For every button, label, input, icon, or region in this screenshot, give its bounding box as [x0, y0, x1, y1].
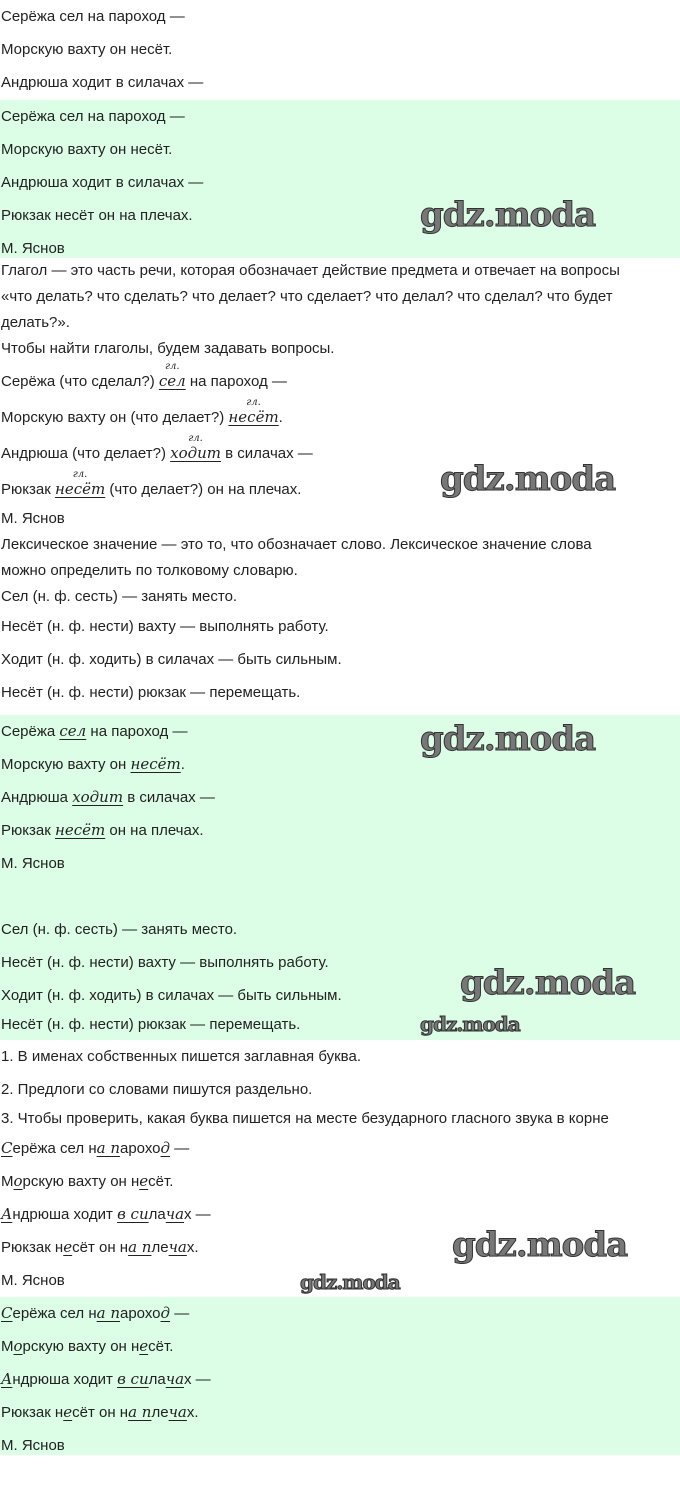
- watermark-logo: gdz.moda: [440, 459, 616, 499]
- watermark-logo: gdz.moda: [300, 1270, 400, 1294]
- text-line: [0, 133, 680, 166]
- text-line: [0, 1165, 680, 1198]
- text: рскую вахту он н: [22, 1338, 140, 1355]
- text: М. Яснов: [1, 1437, 65, 1454]
- underlined-text: ча: [165, 1370, 185, 1388]
- text: Серёжа: [1, 723, 60, 740]
- gloss-label: гл.: [164, 361, 180, 372]
- text-line: [0, 814, 680, 847]
- text-line: [0, 336, 680, 362]
- text: сёт он н: [72, 1404, 129, 1421]
- text-line: [0, 748, 680, 781]
- text-line: [0, 558, 680, 584]
- verb-with-gloss: [170, 433, 221, 464]
- text: Серёжа (что сделал?): [1, 373, 159, 390]
- text: ндрюша ходит: [12, 1371, 118, 1388]
- text: ла: [148, 1371, 166, 1388]
- text: Глагол — это часть речи, которая обозначает действие предмета и отвечает на вопросы: [1, 262, 620, 279]
- underlined-text: ходит: [72, 788, 124, 806]
- underlined-text: е: [139, 1172, 149, 1190]
- text-line: [0, 506, 680, 532]
- text-line: [0, 195, 680, 235]
- text: Ходит (н. ф. ходить) в силачах — быть сильным.: [1, 987, 342, 1004]
- underlined-text: А: [1, 1370, 13, 1388]
- text-line: [0, 1429, 680, 1462]
- text: Рюкзак н: [1, 1239, 64, 1256]
- text: х.: [186, 1404, 199, 1421]
- text: 2. Предлоги со словами пишутся раздельно.: [1, 1081, 313, 1098]
- text: на пароход —: [86, 723, 188, 740]
- text: ерёжа сел н: [12, 1305, 97, 1322]
- text-line: [0, 258, 680, 284]
- text-block: [0, 1040, 680, 1297]
- highlighted-block: [0, 100, 680, 258]
- text-line: [0, 398, 680, 434]
- text: .: [180, 756, 185, 773]
- text: Морскую вахту он несёт.: [1, 41, 173, 58]
- underlined-text: несёт: [54, 821, 106, 839]
- underlined-text: д: [160, 1139, 171, 1157]
- underlined-text: е: [63, 1238, 73, 1256]
- text: Серёжа сел на пароход —: [1, 8, 185, 25]
- text: на пароход —: [185, 373, 287, 390]
- text-line: [0, 1198, 680, 1231]
- text: х.: [186, 1239, 199, 1256]
- text: 1. В именах собственных пишется заглавная буква.: [1, 1048, 361, 1065]
- gloss-label: гл.: [246, 397, 261, 408]
- underlined-text: ча: [165, 1205, 185, 1223]
- text: Серёжа сел на пароход —: [1, 108, 185, 125]
- verb-with-gloss: [54, 469, 106, 500]
- text-line: [0, 166, 680, 199]
- text: ндрюша ходит: [12, 1206, 118, 1223]
- text: Рюкзак несёт он на плечах.: [1, 207, 193, 224]
- text: М. Яснов: [1, 855, 65, 872]
- text: Андрюша (что делает?): [1, 445, 171, 462]
- underlined-text: А: [1, 1205, 13, 1223]
- verb: несёт: [228, 408, 279, 426]
- text-line: [0, 643, 680, 676]
- underlined-text: а п: [128, 1238, 152, 1256]
- text-line: [0, 33, 680, 66]
- text: Рюкзак н: [1, 1404, 64, 1421]
- underlined-text: д: [160, 1304, 171, 1322]
- text-line: [0, 584, 680, 610]
- text: ла: [148, 1206, 166, 1223]
- text-line: [0, 676, 680, 709]
- watermark-logo: gdz.moda: [460, 963, 636, 1003]
- text-line: [0, 284, 680, 310]
- text-line: [0, 362, 680, 398]
- text-block: [0, 258, 680, 715]
- watermark-logo: gdz.moda: [420, 195, 596, 235]
- text: в силачах —: [221, 445, 313, 462]
- text-line: [0, 470, 680, 506]
- text: сёт.: [148, 1173, 174, 1190]
- text: х —: [184, 1371, 211, 1388]
- text: М. Яснов: [1, 240, 65, 257]
- text-line: [0, 1106, 680, 1132]
- watermark-logo: gdz.moda: [420, 1012, 520, 1036]
- text: —: [170, 1305, 190, 1322]
- underlined-text: о: [13, 1172, 23, 1190]
- text: Несёт (н. ф. нести) рюкзак — перемещать.: [1, 1016, 301, 1033]
- text: арохо: [119, 1140, 161, 1157]
- text-line: [0, 1363, 680, 1396]
- text-line: [0, 610, 680, 643]
- text: ле: [151, 1404, 169, 1421]
- underlined-text: сел: [59, 722, 87, 740]
- text-line: [0, 434, 680, 470]
- text-line: [0, 1012, 680, 1038]
- gloss-label: гл.: [72, 469, 88, 480]
- text-line: [0, 715, 680, 748]
- text: М. Яснов: [1, 1272, 65, 1289]
- text-line: [0, 1132, 680, 1165]
- text-line: [0, 66, 680, 99]
- text-line: [0, 310, 680, 336]
- underlined-text: ча: [168, 1238, 187, 1256]
- underlined-text: ча: [168, 1403, 187, 1421]
- watermark-logo: gdz.moda: [420, 719, 596, 759]
- text-line: [0, 913, 680, 946]
- text: Ходит (н. ф. ходить) в силачах — быть сильным.: [1, 651, 342, 668]
- text: арохо: [119, 1305, 161, 1322]
- text: Морскую вахту он: [1, 756, 131, 773]
- text-line: [0, 532, 680, 558]
- text: рскую вахту он н: [22, 1173, 140, 1190]
- text-line: [0, 0, 680, 33]
- text: сёт он н: [72, 1239, 129, 1256]
- text: можно определить по толковому словарю.: [1, 562, 298, 579]
- text-line: [0, 1073, 680, 1106]
- text: Рюкзак: [1, 481, 55, 498]
- text: Сел (н. ф. сесть) — занять место.: [1, 588, 238, 605]
- text-line: [0, 979, 680, 1012]
- text: Андрюша ходит в силачах —: [1, 74, 204, 91]
- text: Андрюша ходит в силачах —: [1, 174, 204, 191]
- underlined-text: в си: [117, 1205, 149, 1223]
- verb: несёт: [54, 480, 106, 498]
- watermark-logo: gdz.moda: [452, 1225, 628, 1265]
- underlined-text: а п: [96, 1139, 120, 1157]
- underlined-text: е: [139, 1337, 149, 1355]
- underlined-text: С: [1, 1139, 13, 1157]
- text: Чтобы найти глаголы, будем задавать вопросы.: [1, 340, 335, 357]
- text: делать?».: [1, 314, 70, 331]
- text-line: [0, 1297, 680, 1330]
- text: Морскую вахту он несёт.: [1, 141, 173, 158]
- text: Сел (н. ф. сесть) — занять место.: [1, 921, 238, 938]
- text: «что делать? что сделать? что делает? что сделает? что делал? что сделал? что будет: [1, 288, 613, 305]
- underlined-text: а п: [96, 1304, 120, 1322]
- text-line: [0, 1330, 680, 1363]
- text-line: [0, 946, 680, 979]
- text: Несёт (н. ф. нести) вахту — выполнять работу.: [1, 618, 329, 635]
- text-line: [0, 847, 680, 880]
- verb-with-gloss: [158, 361, 186, 392]
- text: Рюкзак: [1, 822, 55, 839]
- text: 3. Чтобы проверить, какая буква пишется на месте безударного гласного звука в корне: [1, 1110, 609, 1127]
- text: сёт.: [148, 1338, 174, 1355]
- text: М. Яснов: [1, 510, 65, 527]
- underlined-text: С: [1, 1304, 13, 1322]
- underlined-text: о: [13, 1337, 23, 1355]
- text: —: [170, 1140, 190, 1157]
- underlined-text: а п: [128, 1403, 152, 1421]
- text: М: [1, 1173, 14, 1190]
- text: в силачах —: [123, 789, 215, 806]
- spacer: [0, 880, 680, 913]
- text: Несёт (н. ф. нести) вахту — выполнять работу.: [1, 954, 329, 971]
- text-line: [0, 781, 680, 814]
- text-line: [0, 1264, 680, 1297]
- underlined-text: в си: [117, 1370, 149, 1388]
- verb: ходит: [170, 444, 221, 462]
- text-line: [0, 100, 680, 133]
- underlined-text: е: [63, 1403, 73, 1421]
- text: Лексическое значение — это то, что обозначает слово. Лексическое значение слова: [1, 536, 592, 553]
- text: (что делает?) он на плечах.: [105, 481, 302, 498]
- highlighted-block: [0, 1297, 680, 1455]
- text: ерёжа сел н: [12, 1140, 97, 1157]
- underlined-text: несёт: [130, 755, 181, 773]
- text: Морскую вахту он (что делает?): [1, 409, 229, 426]
- text: ле: [151, 1239, 169, 1256]
- text: х —: [184, 1206, 211, 1223]
- text: Несёт (н. ф. нести) рюкзак — перемещать.: [1, 684, 301, 701]
- text: Андрюша: [1, 789, 73, 806]
- text-line: [0, 1396, 680, 1429]
- gloss-label: гл.: [188, 433, 203, 444]
- verb: сел: [158, 372, 186, 390]
- text: М: [1, 1338, 14, 1355]
- verb-with-gloss: [228, 397, 279, 428]
- text-line: [0, 1040, 680, 1073]
- text: .: [278, 409, 283, 426]
- text: он на плечах.: [105, 822, 204, 839]
- text-line: [0, 1231, 680, 1264]
- highlighted-block: [0, 715, 680, 1040]
- text-block: [0, 0, 680, 100]
